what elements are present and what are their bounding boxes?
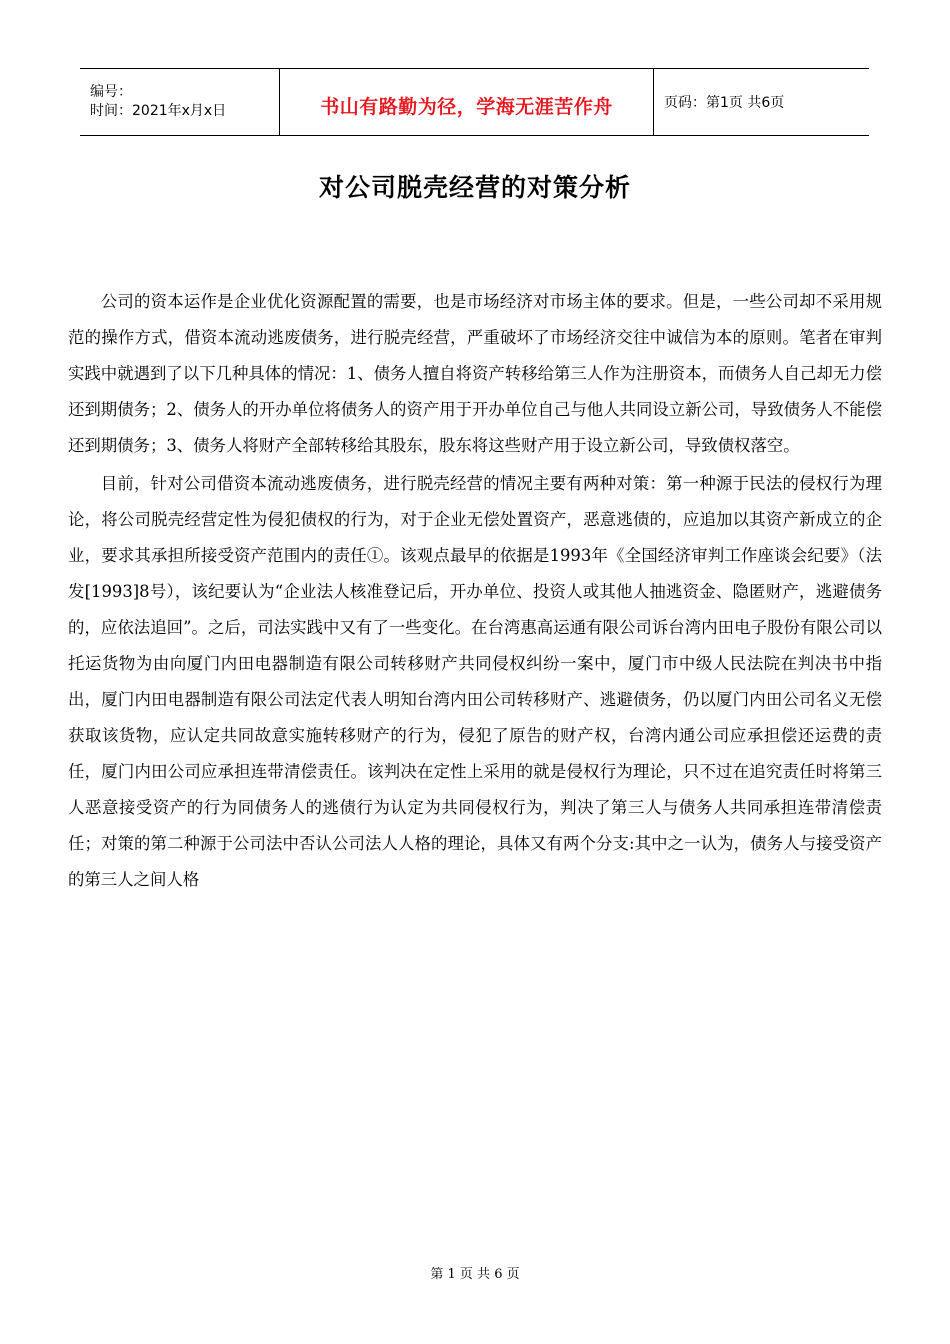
document-header [80, 68, 869, 136]
page-footer: 第 1 页 共 6 页 [430, 1267, 520, 1282]
motto-text: 书山有路勤为径，学海无涯苦作舟 [320, 95, 613, 118]
time-label: 时间：2021年x月x日 [90, 103, 227, 119]
paragraph: 公司的资本运作是企业优化资源配置的需要，也是市场经济对市场主体的要求。但是，一些公司却不采用规范的操作方式，借资本流动逃废债务，进行脱壳经营，严重破坏了市场经济交往中诚信为本的原则。笔者在审判实践中就遇到了以下几种具体的情况：1、债务人擅自将资产转移给第三人作为注册资本，而债务人自己却无力偿还到期债务；2、债务人的开办单位将债务人的资产用于开办单位自己与他人共同设立新公司，导致债务人不能偿还到期债务；3、债务人将财产全部转移给其股东，股东将这些财产用于设立新公司，导致债权落空。 [68, 292, 882, 455]
number-label: 编号： [90, 84, 132, 100]
header-page-cell [654, 69, 869, 135]
document-body [68, 284, 882, 898]
page-title: 对公司脱壳经营的对策分析 [318, 173, 631, 202]
header-meta-cell [80, 69, 280, 135]
page-code: 页码：第1页 共6页 [664, 95, 785, 111]
header-motto-cell [280, 69, 654, 135]
paragraph: 目前，针对公司借资本流动逃废债务，进行脱壳经营的情况主要有两种对策：第一种源于民法的侵权行为理论，将公司脱壳经营定性为侵犯债权的行为，对于企业无偿处置资产，恶意逃债的，应追加以其资产新成立的企业，要求其承担所接受资产范围内的责任①。该观点最早的依据是1993年《全国经济审判工作座谈会纪要》（法发[1993]8号），该纪要认为“企业法人核准登记后，开办单位、投资人或其他人抽逃资金、隐匿财产，逃避债务的，应依法追回”。之后，司法实践中又有了一些变化。在台湾惠高运通有限公司诉台湾内田电子股份有限公司以托运货物为由向厦门内田电器制造有限公司转移财产共同侵权纠纷一案中，厦门市中级人民法院在判决书中指出，厦门内田电器制造有限公司法定代表人明知台湾内田公司转移财产、逃避债务，仍以厦门内田公司名义无偿获取该货物，应认定共同故意实施转移财产的行为，侵犯了原告的财产权，台湾内通公司应承担偿还运费的责任，厦门内田公司应承担连带清偿责任。该判决在定性上采用的就是侵权行为理论，只不过在追究责任时将第三人恶意接受资产的行为同债务人的逃债行为认定为共同侵权行为，判决了第三人与债务人共同承担连带清偿责任；对策的第二种源于公司法中否认公司法人人格的理论，具体又有两个分支:其中之一认为，债务人与接受资产的第三人之间人格 [68, 474, 882, 889]
